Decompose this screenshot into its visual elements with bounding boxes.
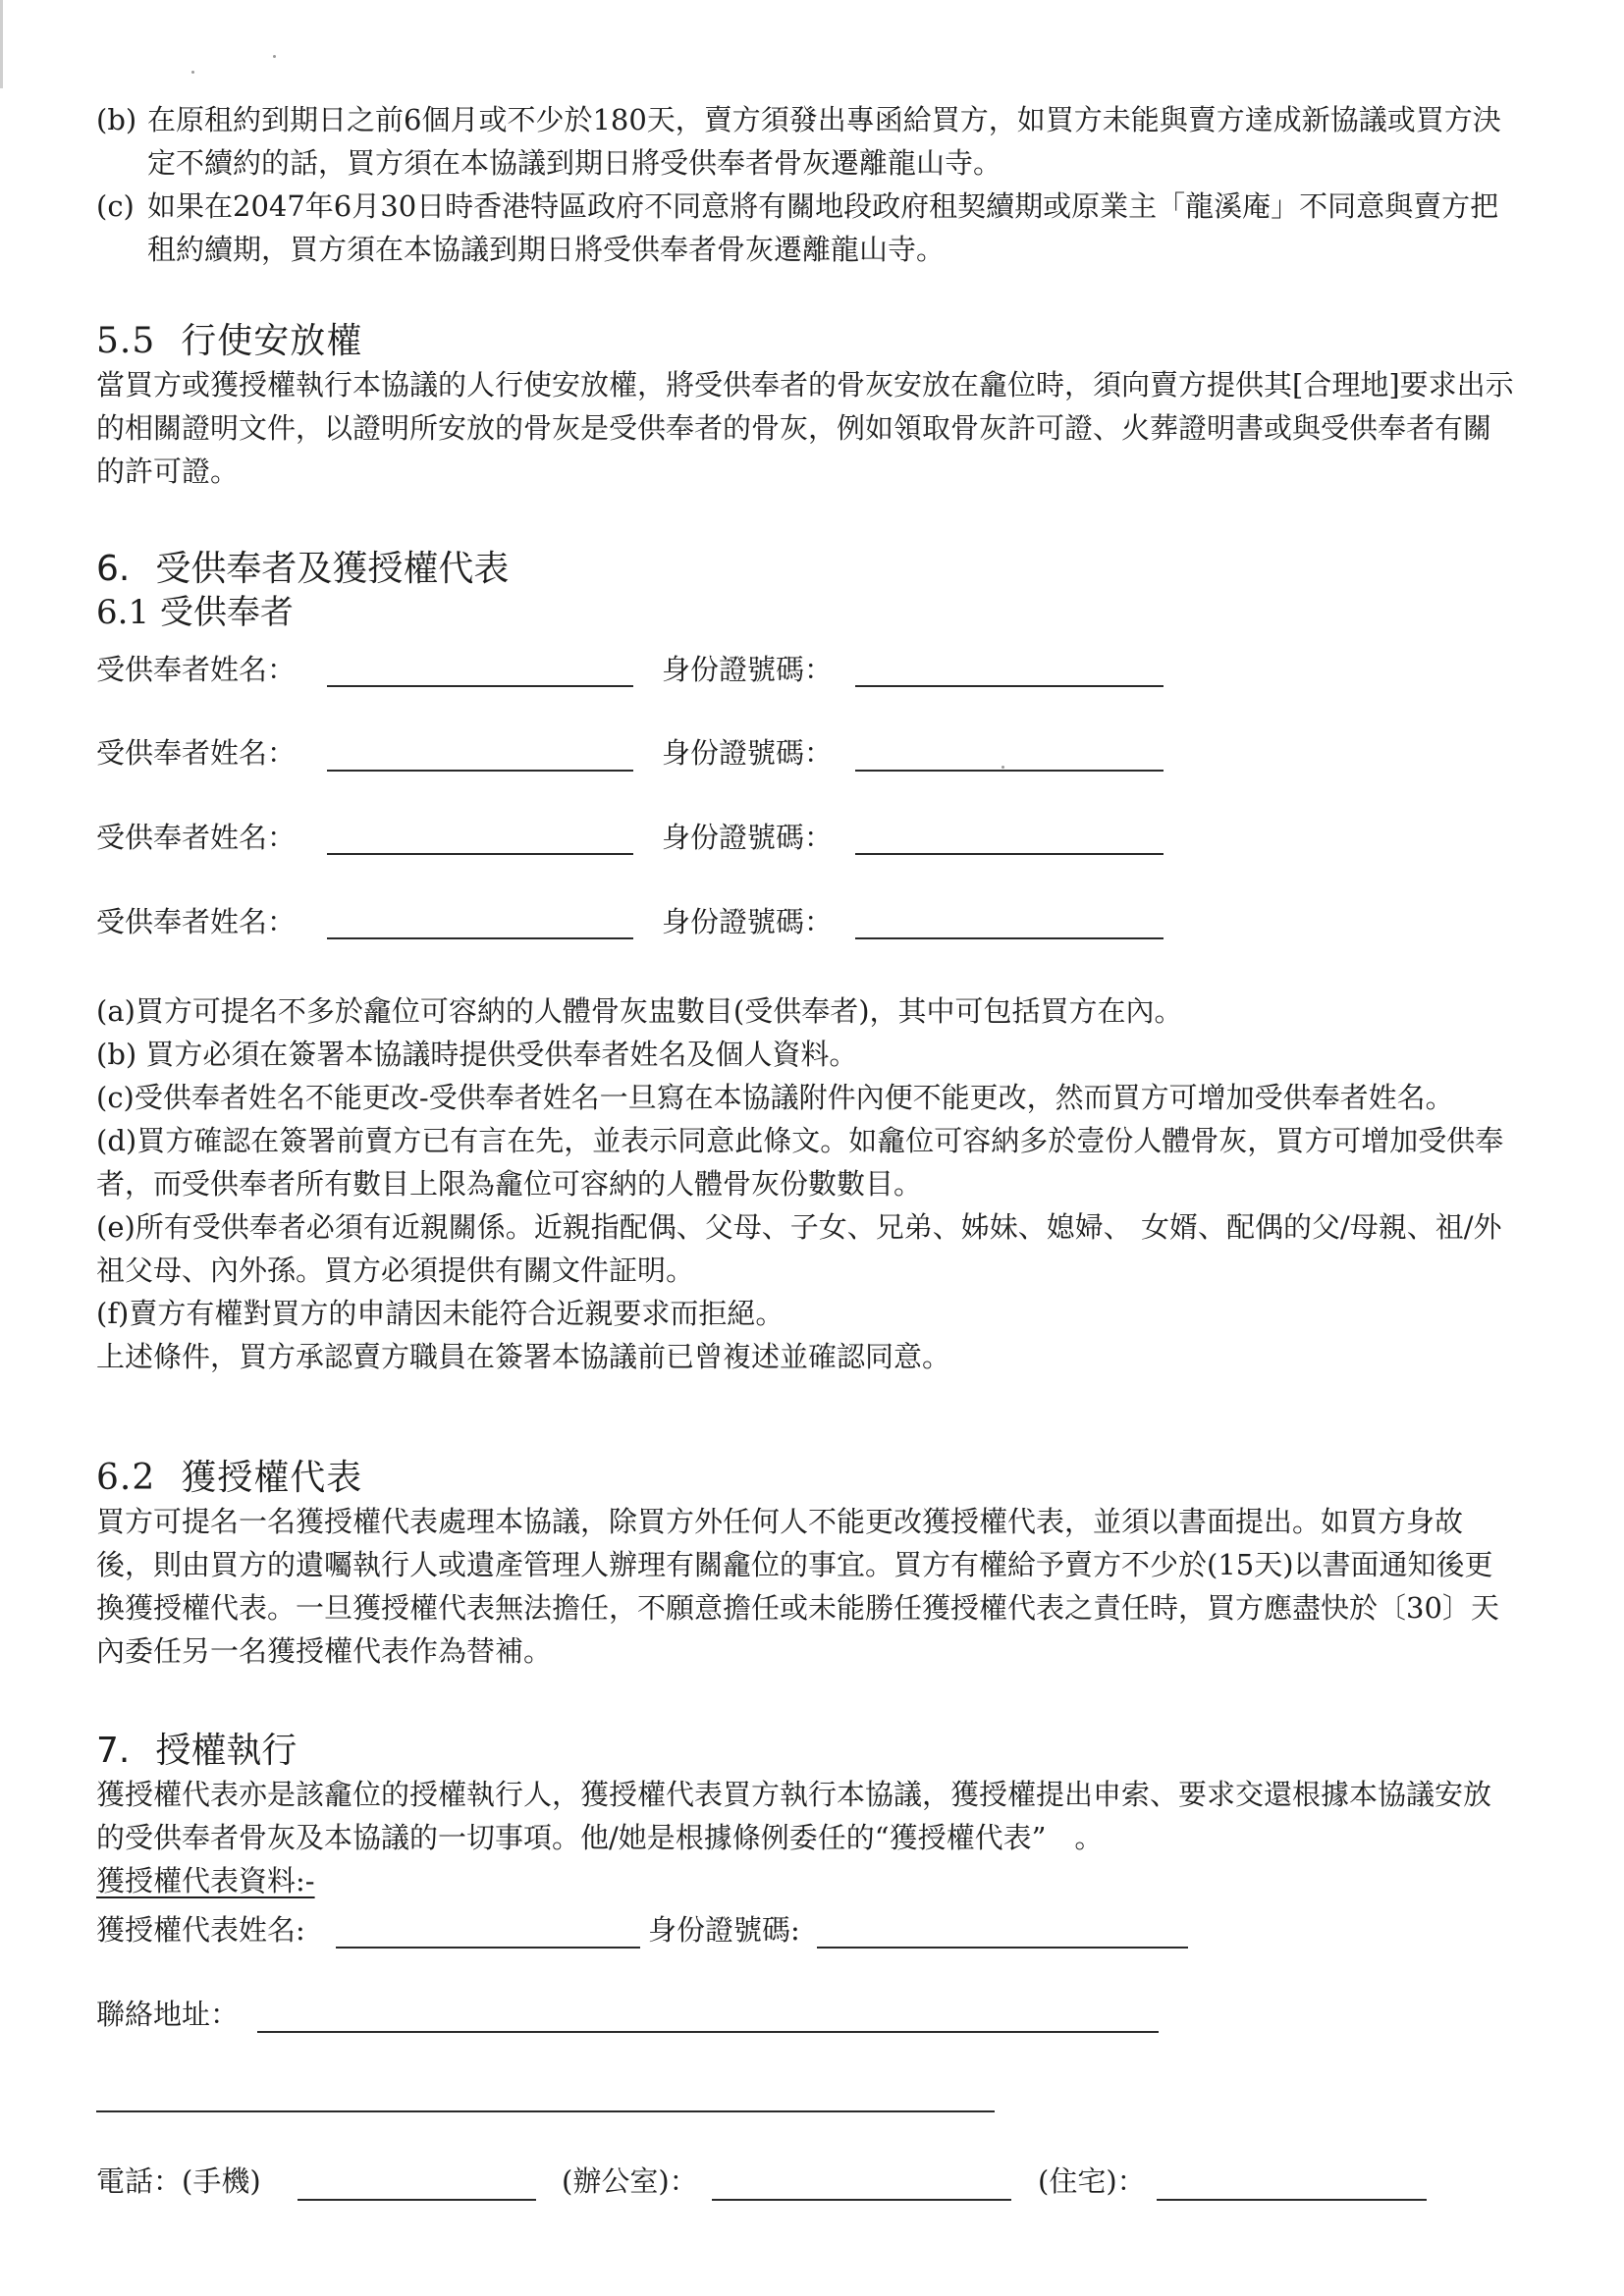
beneficiary-name-label: 受供奉者姓名： xyxy=(96,905,297,938)
clause-item-b xyxy=(96,98,1515,185)
item-marker: (b) xyxy=(96,103,137,136)
section-title: 受供奉者及獲授權代表 xyxy=(155,549,510,589)
mobile-field[interactable] xyxy=(298,2199,536,2201)
home-field[interactable] xyxy=(1157,2199,1427,2201)
beneficiary-id-label: 身份證號碼： xyxy=(662,653,834,686)
representative-id-label: 身份證號碼: xyxy=(648,1913,800,1947)
beneficiary-conditions xyxy=(96,989,1515,1378)
scan-speck xyxy=(191,71,194,74)
clause-title: 獲授權代表 xyxy=(181,1458,363,1498)
section-7 xyxy=(96,1730,1515,1902)
subsection-6-2 xyxy=(96,1457,1515,1673)
section-title: 授權執行 xyxy=(155,1731,298,1771)
section-6-heading xyxy=(96,548,1515,591)
section-number: 7. xyxy=(96,1731,131,1771)
section-7-body: 獲授權代表亦是該龕位的授權執行人，獲授權代表買方執行本協議，獲授權提出申索、要求交還根據本協議安放的受供奉者骨灰及本協議的一切事項。他/她是根據條例委任的“獲授權代表” 。 xyxy=(96,1778,1492,1854)
address-field-line-1[interactable] xyxy=(257,2031,1159,2033)
office-label: (辦公室)： xyxy=(562,2164,698,2198)
beneficiary-name-field[interactable] xyxy=(327,853,633,855)
mobile-label: 電話：(手機) xyxy=(96,2164,261,2198)
home-label: (住宅)： xyxy=(1038,2164,1146,2198)
subsection-6-2-body: 買方可提名一名獲授權代表處理本協議，除買方外任何人不能更改獲授權代表，並須以書面提出。如買方身故後，則由買方的遺囑執行人或遺產管理人辦理有關龕位的事宜。買方有權給予賣方不少於(15天)以書面通知後更換獲授權代表。一旦獲授權代表無法擔任，不願意擔任或未能勝任獲授權代表之責任時，買方應盡快於〔30〕天內委任另一名獲授權代表作為替補。 xyxy=(96,1505,1499,1668)
beneficiary-id-label: 身份證號碼： xyxy=(662,905,834,938)
office-field[interactable] xyxy=(712,2199,1011,2201)
beneficiary-id-field[interactable] xyxy=(855,770,1164,772)
beneficiary-id-label: 身份證號碼： xyxy=(662,821,834,854)
clause-item-c xyxy=(96,185,1515,271)
address-field-line-2[interactable] xyxy=(96,2110,995,2112)
representative-id-field[interactable] xyxy=(817,1947,1188,1949)
representative-name-field[interactable] xyxy=(336,1947,640,1949)
representative-name-label: 獲授權代表姓名: xyxy=(96,1913,305,1947)
conditions-acknowledgement: 上述條件，買方承認賣方職員在簽署本協議前已曾複述並確認同意。 xyxy=(96,1340,951,1373)
item-text: 如果在2047年6月30日時香港特區政府不同意將有關地段政府租契續期或原業主「龍溪庵」不同意與賣方把租約續期，買方須在本協議到期日將受供奉者骨灰遷離龍山寺。 xyxy=(147,189,1499,266)
beneficiary-id-field[interactable] xyxy=(855,685,1164,687)
item-marker: (c) xyxy=(96,189,135,223)
section-7-heading xyxy=(96,1730,1515,1773)
condition-f: (f)賣方有權對買方的申請因未能符合近親要求而拒絕。 xyxy=(96,1297,785,1330)
scan-speck xyxy=(273,55,276,58)
subsection-6-1-heading: 6.1 受供奉者 xyxy=(96,593,294,632)
condition-c: (c)受供奉者姓名不能更改-受供奉者姓名一旦寫在本協議附件內便不能更改，然而買方可增加受供奉者姓名。 xyxy=(96,1081,1454,1114)
clause-5-5-body: 當買方或獲授權執行本協議的人行使安放權，將受供奉者的骨灰安放在龕位時，須向賣方提供其[合理地]要求出示的相關證明文件，以證明所安放的骨灰是受供奉者的骨灰，例如領取骨灰許可證、火葬證明書或與受供奉者有關的許可證。 xyxy=(96,368,1514,488)
section-6-heading-block xyxy=(96,548,1515,634)
beneficiary-name-field[interactable] xyxy=(327,770,633,772)
condition-a: (a)買方可提名不多於龕位可容納的人體骨灰盅數目(受供奉者)，其中可包括買方在內。 xyxy=(96,994,1183,1028)
beneficiary-id-field[interactable] xyxy=(855,853,1164,855)
address-label: 聯絡地址： xyxy=(96,1998,240,2031)
beneficiary-id-label: 身份證號碼： xyxy=(662,736,834,770)
beneficiary-name-label: 受供奉者姓名： xyxy=(96,736,297,770)
beneficiary-name-field[interactable] xyxy=(327,937,633,939)
condition-e: (e)所有受供奉者必須有近親關係。近親指配偶、父母、子女、兄弟、姊妹、媳婦、 女婿、配偶的父/母親、祖/外祖父母、內外孫。買方必須提供有關文件証明。 xyxy=(96,1210,1502,1287)
clause-5-5-heading xyxy=(96,320,1515,363)
beneficiary-id-field[interactable] xyxy=(855,937,1164,939)
subsection-6-2-heading xyxy=(96,1457,1515,1500)
condition-b: (b) 買方必須在簽署本協議時提供受供奉者姓名及個人資料。 xyxy=(96,1038,858,1071)
clause-title: 行使安放權 xyxy=(181,321,363,361)
clause-number: 5.5 xyxy=(96,321,156,361)
section-number: 6. xyxy=(96,549,131,589)
beneficiary-name-field[interactable] xyxy=(327,685,633,687)
beneficiary-name-label: 受供奉者姓名： xyxy=(96,653,297,686)
item-text: 在原租約到期日之前6個月或不少於180天，賣方須發出專函給買方，如買方未能與賣方達成新協議或買方決定不續約的話，買方須在本協議到期日將受供奉者骨灰遷離龍山寺。 xyxy=(147,103,1501,180)
scan-edge xyxy=(0,0,3,88)
clause-number: 6.2 xyxy=(96,1458,156,1498)
condition-d: (d)買方確認在簽署前賣方已有言在先，並表示同意此條文。如龕位可容納多於壹份人體骨灰，買方可增加受供奉者，而受供奉者所有數目上限為龕位可容納的人體骨灰份數數目。 xyxy=(96,1124,1504,1201)
representative-info-heading: 獲授權代表資料:- xyxy=(96,1864,315,1897)
clause-5-4-items xyxy=(96,98,1515,271)
scan-speck xyxy=(1001,766,1004,769)
clause-5-5 xyxy=(96,320,1515,493)
beneficiary-name-label: 受供奉者姓名： xyxy=(96,821,297,854)
